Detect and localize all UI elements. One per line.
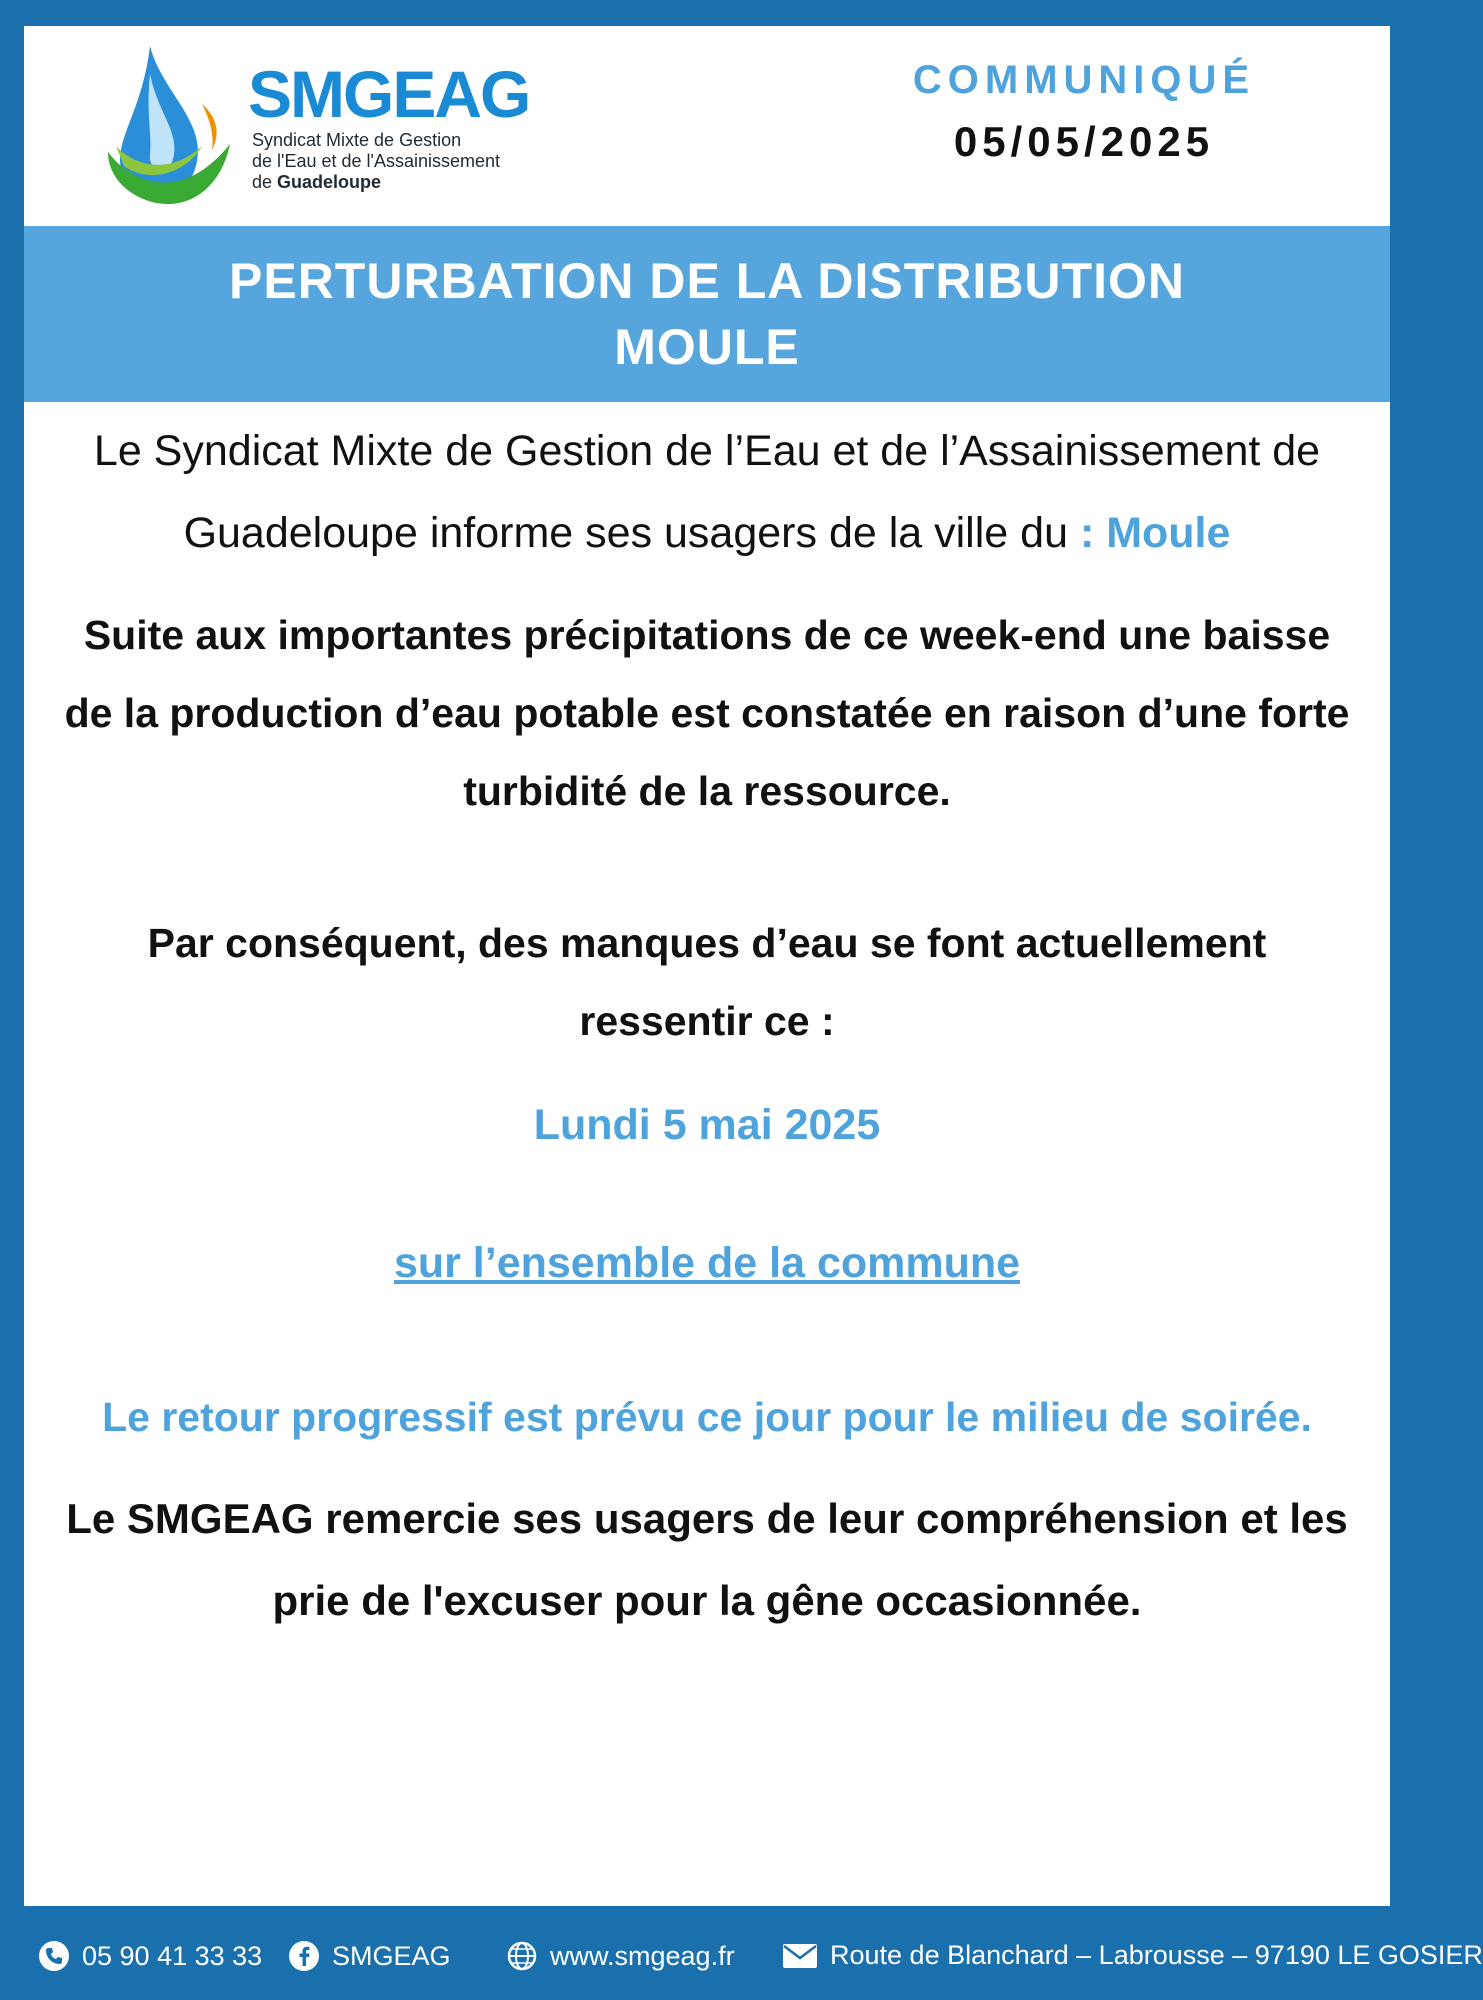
logo-subtitle-prefix: de	[252, 172, 278, 192]
banner-title-line1: PERTURBATION DE LA DISTRIBUTION	[229, 253, 1185, 309]
logo-subtitle-region: Guadeloupe	[277, 172, 382, 192]
intro-town: : Moule	[1079, 509, 1231, 557]
mail-icon	[782, 1943, 818, 1969]
return-info: Le retour progressif est prévu ce jour pour le milieu de soirée.	[102, 1394, 1312, 1440]
communique-date: 05/05/2025	[953, 118, 1215, 165]
phone-icon	[38, 1940, 70, 1972]
logo-name: SMGEAG	[248, 57, 530, 131]
logo-subtitle	[252, 130, 552, 193]
facebook-icon	[288, 1940, 320, 1972]
affected-day: Lundi 5 mai 2025	[533, 1101, 881, 1149]
communique-label: COMMUNIQUÉ	[912, 58, 1256, 102]
logo-subtitle-line1: Syndicat Mixte de Gestion	[252, 130, 462, 150]
affected-scope: sur l’ensemble de la commune	[393, 1239, 1021, 1287]
cause-paragraph: Suite aux importantes précipitations de ce week-end une baisse de la production d’eau potable est constatée en raison d’une forte turbidité de la ressource.	[64, 612, 1350, 814]
footer-contact-bar	[0, 1916, 1483, 2000]
footer-phone[interactable]	[38, 1940, 262, 1972]
water-drop-icon	[102, 34, 252, 204]
banner-title-line2: MOULE	[614, 319, 800, 375]
consequence-paragraph: Par conséquent, des manques d’eau se font actuellement ressentir ce :	[147, 920, 1267, 1044]
intro-text: Le Syndicat Mixte de Gestion de l’Eau et de l’Assainissement de Guadeloupe informe ses usagers de la ville du	[93, 427, 1321, 557]
communique-body	[64, 410, 1350, 1642]
thanks-paragraph: Le SMGEAG remercie ses usagers de leur compréhension et les prie de l'excuser pour la gêne occasionnée.	[66, 1495, 1348, 1624]
footer-phone-text: 05 90 41 33 33	[82, 1940, 263, 1971]
communique-card	[24, 26, 1390, 1906]
footer-address	[782, 1940, 1483, 1971]
intro-paragraph	[64, 410, 1350, 574]
footer-address-text: Route de Blanchard – Labrousse – 97190 LE GOSIER	[830, 1940, 1483, 1970]
footer-website-text: www.smgeag.fr	[550, 1940, 735, 1971]
footer-facebook[interactable]	[288, 1940, 451, 1972]
globe-icon	[506, 1940, 538, 1972]
logo-subtitle-line3	[252, 172, 552, 193]
footer-website[interactable]	[506, 1940, 735, 1972]
smgeag-logo	[102, 34, 530, 204]
footer-facebook-text: SMGEAG	[332, 1940, 451, 1971]
title-banner	[24, 226, 1390, 402]
logo-subtitle-line2: de l'Eau et de l'Assainissement	[252, 151, 501, 171]
